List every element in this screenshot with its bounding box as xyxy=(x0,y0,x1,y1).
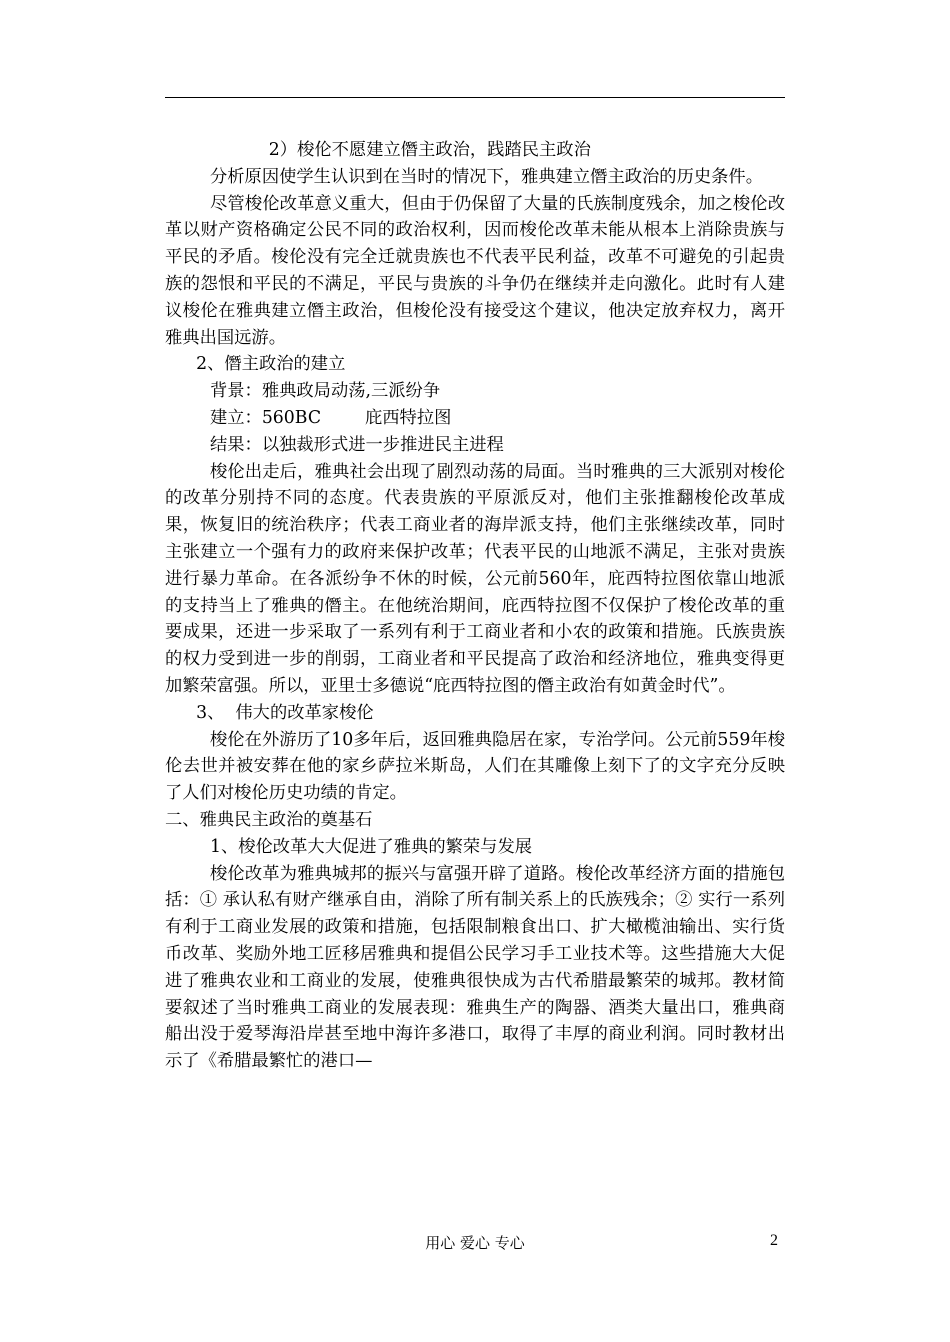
paragraph: 梭伦在外游历了10多年后，返回雅典隐居在家，专治学问。公元前559年梭伦去世并被安葬在他的家乡萨拉米斯岛，人们在其雕像上刻下了的文字充分反映了人们对梭伦历史功绩的肯定。 xyxy=(165,729,785,804)
section-heading: 1、梭伦改革大大促进了雅典的繁荣与发展 xyxy=(209,836,533,857)
paragraph: 梭伦改革为雅典城邦的振兴与富强开辟了道路。梭伦改革经济方面的措施包括：① 承认私有财产继承自由，消除了所有制关系上的氏族残余；② 实行一系列有利于工商业发展的政策和措施，包括限制粮食出口、扩大橄榄油输出、实行货币改革、奖励外地工匠移居雅典和提倡公民学习手工业技术等。这些措施大大促进了雅典农业和工商业的发展，使雅典很快成为古代希腊最繁荣的城邦。教材简要叙述了当时雅典工商业的发展表现：雅典生产的陶器、酒类大量出口，雅典商船出没于爱琴海沿岸甚至地中海许多港口，取得了丰厚的商业利润。同时教材出示了《希腊最繁忙的港口— xyxy=(165,863,785,1072)
header-rule xyxy=(165,97,785,98)
paragraph: 尽管梭伦改革意义重大，但由于仍保留了大量的氏族制度残余，加之梭伦改革以财产资格确定公民不同的政治权利，因而梭伦改革未能从根本上消除贵族与平民的矛盾。梭伦没有完全迁就贵族也不代表平民利益，改革不可避免的引起贵族的怨恨和平民的不满足，平民与贵族的斗争仍在继续并走向激化。此时有人建议梭伦在雅典建立僭主政治，但梭伦没有接受这个建议，他决定放弃权力，离开雅典出国远游。 xyxy=(165,193,785,348)
page-number: 2 xyxy=(770,1232,778,1249)
document-body xyxy=(165,137,785,1075)
paragraph: 分析原因使学生认识到在当时的情况下，雅典建立僭主政治的历史条件。 xyxy=(209,166,763,187)
footer-motto: 用心 爱心 专心 xyxy=(425,1234,525,1252)
section-heading: 2、僭主政治的建立 xyxy=(196,354,346,375)
paragraph: 2）梭伦不愿建立僭主政治，践踏民主政治 xyxy=(268,140,591,160)
paragraph: 背景：雅典政局动荡,三派纷争 xyxy=(209,381,441,402)
chapter-heading: 二、雅典民主政治的奠基石 xyxy=(165,809,373,830)
paragraph: 建立：560BC 庇西特拉图 xyxy=(209,407,452,428)
paragraph: 结果：以独裁形式进一步推进民主进程 xyxy=(209,434,504,455)
section-heading: 3、 伟大的改革家梭伦 xyxy=(196,702,374,723)
paragraph: 梭伦出走后，雅典社会出现了剧烈动荡的局面。当时雅典的三大派别对梭伦的改革分别持不同的态度。代表贵族的平原派反对，他们主张推翻梭伦改革成果，恢复旧的统治秩序；代表工商业者的海岸派支持，他们主张继续改革，同时主张建立一个强有力的政府来保护改革；代表平民的山地派不满足，主张对贵族进行暴力革命。在各派纷争不休的时候，公元前560年，庇西特拉图依靠山地派的支持当上了雅典的僭主。在他统治期间，庇西特拉图不仅保护了梭伦改革的重要成果，还进一步采取了一系列有利于工商业者和小农的政策和措施。氏族贵族的权力受到进一步的削弱，工商业者和平民提高了政治和经济地位，雅典变得更加繁荣富强。所以，亚里士多德说“庇西特拉图的僭主政治有如黄金时代”。 xyxy=(165,461,785,696)
